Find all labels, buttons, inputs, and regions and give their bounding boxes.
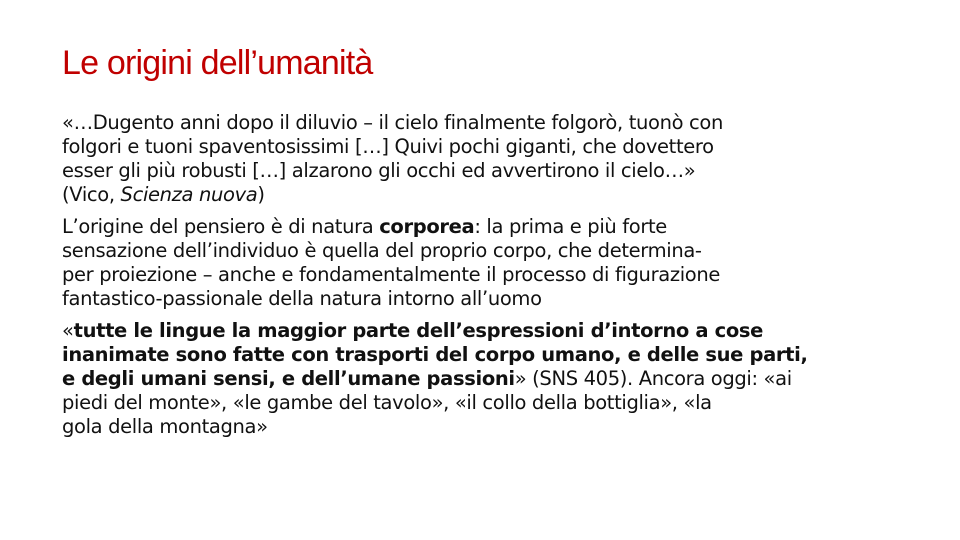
quote-open: « [62, 319, 74, 342]
text-suffix: » (SNS 405). Ancora oggi: «ai [514, 367, 792, 390]
book-title: Scienza nuova [120, 183, 258, 206]
text-line [62, 343, 892, 367]
text-line [62, 215, 892, 239]
text-line: «…Dugento anni dopo il diluvio – il cielo finalmente folgorò, tuonò con [62, 111, 723, 134]
text-suffix: : la prima e più forte [474, 215, 667, 238]
citation-line [62, 183, 892, 207]
emphasis-corporea: corporea [379, 215, 475, 238]
text-line: per proiezione – anche e fondamentalmente il processo di figurazione [62, 263, 721, 286]
text-line [62, 319, 892, 343]
text-line: piedi del monte», «le gambe del tavolo», «il collo della bottiglia», «la [62, 391, 712, 414]
slide-title: Le origini dell’umanità [62, 44, 373, 82]
bold-quote: inanimate sono fatte con trasporti del corpo umano, e delle sue parti, [62, 343, 808, 366]
citation-prefix: (Vico, [62, 183, 121, 206]
text-line: fantastico-passionale della natura intorno all’uomo [62, 287, 542, 310]
languages-paragraph [62, 319, 892, 439]
text-line: folgori e tuoni spaventosissimi […] Quivi pochi giganti, che dovettero [62, 135, 714, 158]
quote-vico-paragraph [62, 111, 892, 207]
bold-quote: e degli umani sensi, e dell’umane passioni [62, 367, 515, 390]
text-prefix: L’origine del pensiero è di natura [62, 215, 380, 238]
bold-quote: tutte le lingue la maggior parte dell’espressioni d’intorno a cose [73, 319, 764, 342]
text-line: esser gli più robusti […] alzarono gli occhi ed avvertirono il cielo…» [62, 159, 696, 182]
slide-body [62, 111, 892, 439]
text-line: sensazione dell’individuo è quella del proprio corpo, che determina- [62, 239, 702, 262]
citation-suffix: ) [257, 183, 265, 206]
text-line [62, 367, 892, 391]
text-line: gola della montagna» [62, 415, 268, 438]
origin-paragraph [62, 215, 892, 311]
